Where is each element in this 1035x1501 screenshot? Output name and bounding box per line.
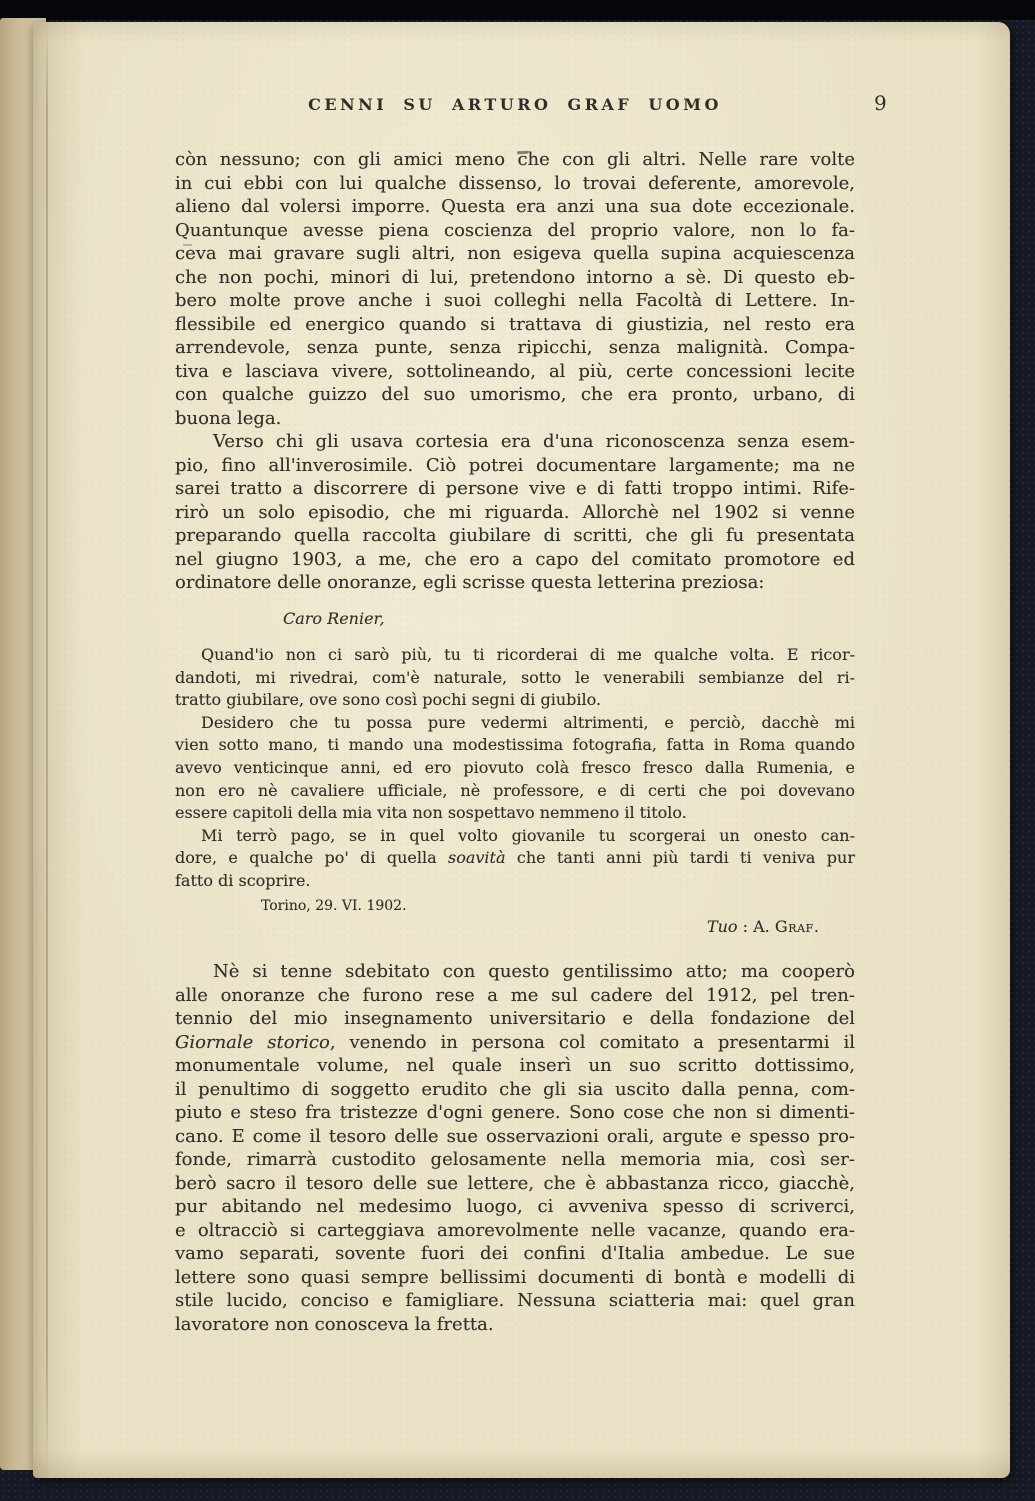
- text-line: pio, fino all'inverosimile. Ciò potrei documentare largamente; ma ne: [175, 454, 855, 476]
- text-line: cano. E come il tesoro delle sue osservazioni orali, argute e spesso pro-: [175, 1125, 855, 1147]
- text-line: còn nessuno; con gli amici meno che con gli altri. Nelle rare volte: [175, 149, 855, 170]
- text-line: rirò un solo episodio, che mi riguarda. Allorchè nel 1902 si venne: [175, 501, 855, 523]
- text-line: tiva e lasciava vivere, sottolineando, al più, certe concessioni lecite: [175, 360, 855, 382]
- text-line: dore, e qualche po' di quella soavità che tanti anni più tardi ti veniva pur: [175, 848, 856, 868]
- text-line: monumentale volume, nel quale inserì un suo scritto dottissimo,: [175, 1055, 855, 1077]
- text-line: stile lucido, conciso e famigliare. Nessuna sciatteria mai: quel gran: [175, 1290, 855, 1312]
- text-line: buona lega.: [175, 407, 282, 429]
- text-line: Quand'io non ci sarò più, tu ti ricorderai di me qualche volta. E ricor-: [201, 645, 855, 665]
- text-line: Mi terrò pago, se in quel volto giovanile tu scorgerai un onesto can-: [201, 825, 855, 845]
- gutter-shadow: [0, 0, 1035, 20]
- text-line: tennio del mio insegnamento universitario e della fondazione del: [175, 1008, 855, 1030]
- text-line: tratto giubilare, ove sono così pochi segni di giubilo.: [175, 690, 602, 710]
- running-header-title: CENNI SU ARTURO GRAF UOMO: [308, 95, 722, 114]
- text-line: Verso chi gli usava cortesia era d'una riconoscenza senza esem-: [213, 431, 855, 452]
- paragraph: [175, 712, 855, 825]
- text-line: alle onoranze che furono rese a me sul cadere del 1912, pel tren-: [175, 984, 855, 1006]
- text-line: dandoti, mi rivedrai, com'è naturale, sotto le venerabili sembianze del ri-: [175, 667, 855, 687]
- text-line: il penultimo di soggetto erudito che gli sia uscito dalla penna, com-: [175, 1078, 855, 1100]
- text-line: Nè si tenne sdebitato con questo gentilissimo atto; ma cooperò: [213, 961, 855, 983]
- text-line: e oltracciò si carteggiava amorevolmente nelle vacanze, quando era-: [175, 1219, 855, 1241]
- text-line: lettere sono quasi sempre bellissimi documenti di bontà e modelli di: [175, 1266, 855, 1288]
- text-line: bero molte prove anche i suoi colleghi nella Facoltà di Lettere. In-: [175, 290, 855, 311]
- text-line: lavoratore non conosceva la fretta.: [175, 1313, 494, 1335]
- text-line: pur abitando nel medesimo luogo, ci avveniva spesso di scriverci,: [175, 1196, 855, 1218]
- text-line: arrendevole, senza punte, senza ripicchi, senza malignità. Compa-: [175, 337, 855, 358]
- text-line: non ero nè cavaliere ufficiale, nè professore, e di certi che poi dovevano: [175, 780, 855, 800]
- text-line: ordinatore delle onoranze, egli scrisse questa letterina preziosa:: [175, 572, 765, 593]
- text-flow: [175, 148, 855, 1336]
- text-line: nel giugno 1903, a me, che ero a capo del comitato promotore ed: [175, 548, 855, 570]
- text-line: con qualche guizzo del suo umorismo, che era pronto, urbano, di: [175, 384, 855, 405]
- text-line: avevo venticinque anni, ed ero piovuto colà fresco fresco dalla Rumenia, e: [175, 758, 855, 778]
- page-fold-crease: [46, 22, 48, 1478]
- text-line: piuto e steso fra tristezze d'ogni genere. Sono cose che non si dimenti-: [175, 1102, 855, 1124]
- text-line: preparando quella raccolta giubilare di scritti, che gli fu presentata: [175, 525, 855, 546]
- text-line: fatto di scoprire.: [175, 871, 311, 891]
- paragraph: [175, 148, 855, 430]
- text-line: sarei tratto a discorrere di persone vive e di fatti troppo intimi. Rife-: [175, 478, 855, 499]
- paragraph: [175, 644, 855, 712]
- letter-dateline: Torino, 29. VI. 1902.: [261, 897, 407, 914]
- paragraph: [175, 430, 855, 595]
- text-line: Giornale storico, venendo in persona col comitato a presentarmi il: [175, 1031, 855, 1053]
- text-line: berò sacro il tesoro delle sue lettere, che è abbastanza ricco, giacchè,: [175, 1172, 855, 1194]
- text-line: vamo separati, sovente fuori dei confini d'Italia ambedue. Le sue: [175, 1243, 855, 1265]
- letter-signature: Tuo : A. Graf.: [706, 916, 819, 936]
- text-line: ceva mai gravare sugli altri, non esigeva quella supina acquiescenza: [175, 243, 855, 264]
- paragraph: [175, 960, 855, 1336]
- text-line: essere capitoli della mia vita non sospettavo nemmeno il titolo.: [175, 803, 687, 823]
- text-line: che non pochi, minori di lui, pretendono intorno a sè. Di questo eb-: [175, 266, 855, 288]
- paragraph: [175, 825, 855, 893]
- text-line: alieno dal volersi imporre. Questa era anzi una sua dote eccezionale.: [175, 196, 855, 217]
- text-line: fonde, rimarrà custodito gelosamente nella memoria mia, così ser-: [175, 1149, 855, 1171]
- text-line: in cui ebbi con lui qualche dissenso, lo trovai deferente, amorevole,: [175, 172, 855, 194]
- text-line: Desidero che tu possa pure vedermi altrimenti, e perciò, dacchè mi: [201, 712, 855, 732]
- text-line: Quantunque avesse piena coscienza del proprio valore, non lo fa-: [175, 219, 855, 241]
- book-page: [33, 22, 1010, 1478]
- letter-salutation: Caro Renier,: [283, 608, 385, 628]
- text-line: flessibile ed energico quando si trattava di giustizia, nel resto era: [175, 313, 855, 335]
- page-number: 9: [874, 91, 887, 115]
- text-line: vien sotto mano, ti mando una modestissima fotografia, fatta in Roma quando: [175, 735, 855, 755]
